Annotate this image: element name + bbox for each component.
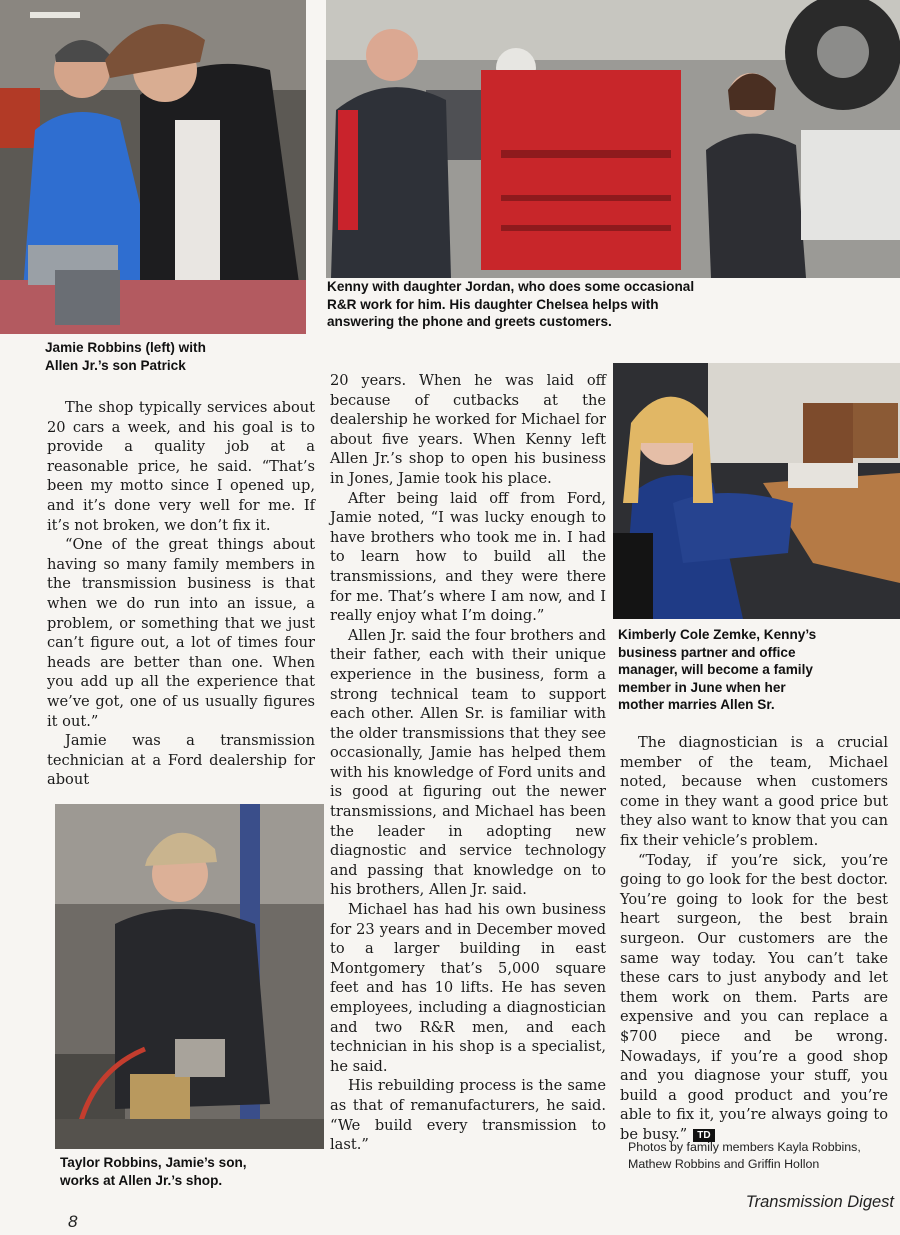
paragraph: Michael has had his own business for 23 years and in December moved to a larger building in east Montgomery that’s 5,000 square feet and has 10 lifts. He has seven employees, including a diagnostician and two R&R men, and each technician in his shop is a specialist, he said. — [330, 901, 606, 1075]
article-column-2 — [330, 371, 606, 1155]
caption-taylor: Taylor Robbins, Jamie’s son, works at Allen Jr.’s shop. — [60, 1155, 247, 1188]
end-mark-badge: TD — [693, 1129, 714, 1142]
publication-name: Transmission Digest — [745, 1193, 894, 1211]
photo-jamie-and-patrick — [0, 0, 306, 334]
paragraph: His rebuilding process is the same as that of remanufacturers, he said. “We build every transmission to last.” — [330, 1077, 606, 1154]
paragraph: Allen Jr. said the four brothers and their father, each with their unique experience in the business, form a strong technical team to support each other. Allen Sr. is familiar with the older transmissions that they see occasionally, Jamie has helped them with his knowledge of Ford units and is good at figuring out the newer transmissions, and Michael has been the leader in adopting new diagnostic and service technology and passing that knowledge on to his brothers, Allen Jr. said. — [330, 626, 606, 899]
photo-kimberly-cole-zemke — [613, 363, 900, 619]
page-number: 8 — [68, 1212, 78, 1231]
caption-kenny: Kenny with daughter Jordan, who does some occasional R&R work for him. His daughter Chelsea helps with answering the phone and greets customers. — [327, 279, 695, 329]
photo-kenny-and-jordan — [326, 0, 900, 278]
paragraph: Jamie was a transmission technician at a Ford dealership for about — [47, 732, 315, 789]
paragraph: After being laid off from Ford, Jamie noted, “I was lucky enough to have brothers who took me in. I had to learn how to build all the transmissions, and they were there for me. That’s where I am now, and I really enjoy what I’m doing.” — [330, 489, 606, 625]
paragraph: “One of the great things about having so many family members in the transmission business is that when we do run into an issue, a problem, or something that we just can’t figure out, a lot of times four heads are better than one. When you add up all the experience that we’ve got, one of us usually figures it out.” — [47, 536, 315, 730]
paragraph-text: “Today, if you’re sick, you’re going to go look for the best doctor. You’re going to look for the best heart surgeon, the best brain surgeon. Our customers are the same way today. You can’t take these cars to just anybody and let them work on them. Parts are expensive and you can replace a $700 piece and be wrong. Nowadays, if you’re a good shop and you diagnose your stuff, you build a good product and you’re able to fix it, you’re always going to be busy.” — [620, 851, 888, 1143]
paragraph — [620, 851, 888, 1145]
photo-credits: Photos by family members Kayla Robbins, Mathew Robbins and Griffin Hollon — [628, 1140, 861, 1171]
paragraph: 20 years. When he was laid off because of cutbacks at the dealership he worked for Michael for about five years. When Kenny left Allen Jr.’s shop to open his business in Jones, Jamie took his place. — [330, 372, 606, 487]
caption-jamie: Jamie Robbins (left) with Allen Jr.’s son Patrick — [45, 340, 206, 373]
article-column-3 — [620, 733, 888, 1144]
article-column-1 — [47, 398, 315, 790]
photo-taylor-robbins — [55, 804, 324, 1149]
caption-kimberly: Kimberly Cole Zemke, Kenny’s business partner and office manager, will become a family member in June when her mother marries Allen Sr. — [618, 627, 817, 712]
paragraph: The diagnostician is a crucial member of the team, Michael noted, because when customers come in they want a good price but they also want to know that you can fix their vehicle’s problem. — [620, 734, 888, 849]
paragraph: The shop typically services about 20 cars a week, and his goal is to provide a quality job at a reasonable price, he said. “That’s been my motto since I opened up, and it’s done very well for me. If it’s not broken, we don’t fix it. — [47, 399, 315, 534]
